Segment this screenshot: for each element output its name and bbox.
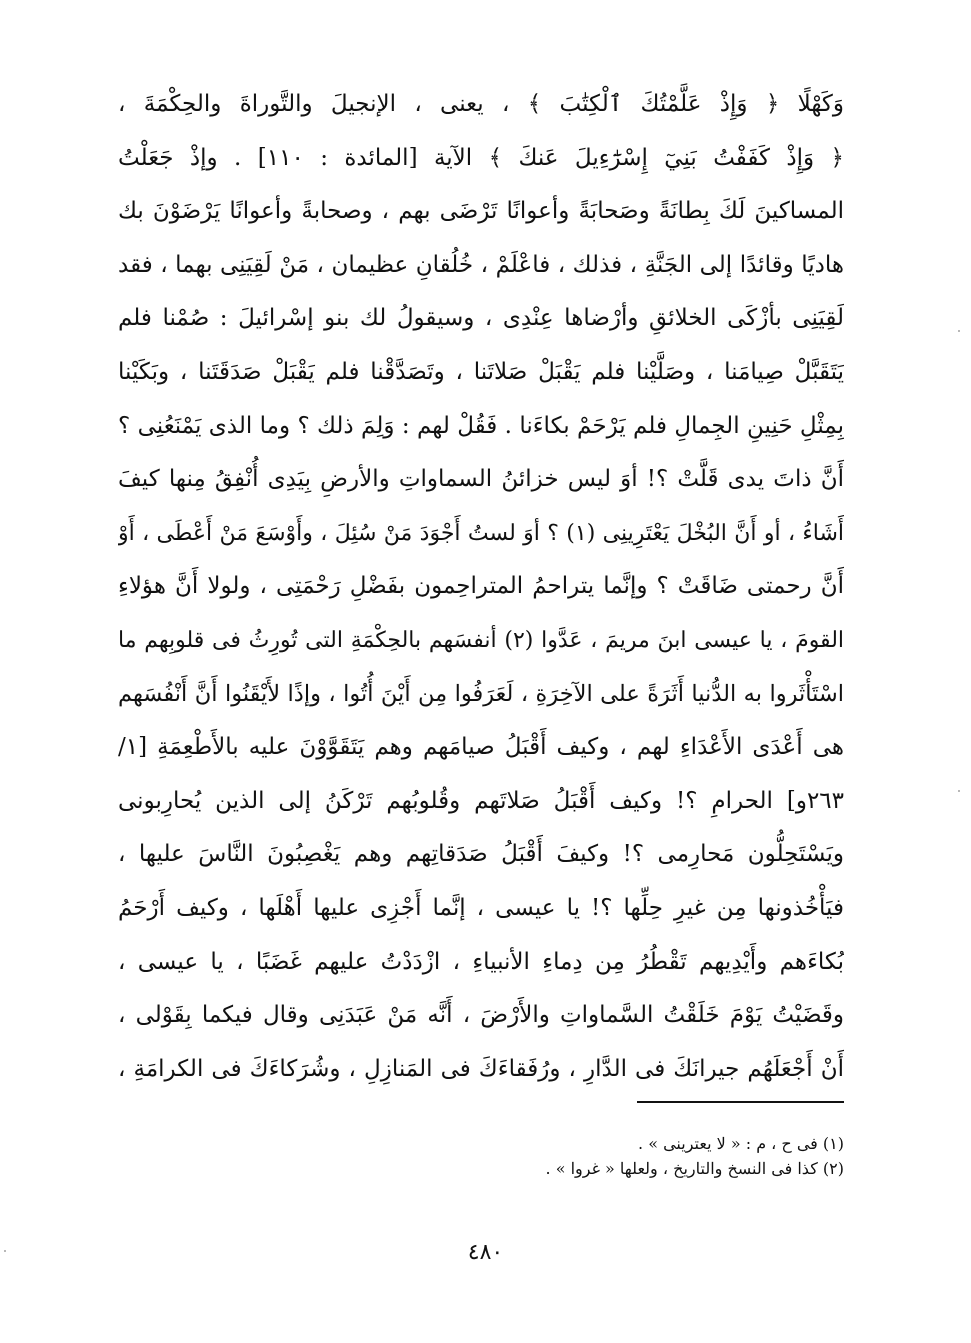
text-line: أَنَّ ذاتَ يدى قَلَّتْ ؟! أوَ ليس خزائنُ السماواتِ والأرضِ بِيَدِى أُنْفِقُ مِنها كيفَ <box>118 466 844 493</box>
footnote: (١) فى ح ، م : « لا يعترينى » . <box>638 1134 844 1153</box>
text-line: المساكينَ لَكَ بِطانَةً وصَحابَةً وأعوانًا تَرْضَى بهم ، وصحابةً وأعوانًا يَرْضَوْنَ بك <box>118 198 844 225</box>
page-number: ٤٨٠ <box>467 1240 504 1265</box>
text-line: وقَضَيْتُ يَوْمَ خَلَقْتُ السَّماواتِ والأَرْضَ ، أَنَّه مَنْ عَبَدَنِى وقال فيكما بِقَوْلى ، <box>118 1002 844 1029</box>
text-line: ٢٦٣و] الحرامِ ؟! وكيف أَقْبَلُ صَلاتَهم وقُلوبُهم تَرْكَنُ إلى الذين يُحارِبونى <box>118 787 844 814</box>
footnotes <box>300 1131 844 1181</box>
text-line: ﴿ وَإِذْ كَفَفْتُ بَنِيٓ إِسْرَٰٓءِيلَ عَنكَ ﴾ الآية [المائدة : ١١٠] . وإذْ جَعَلْتُ <box>118 144 844 171</box>
footnote: (٢) كذا فى النسخ والتاريخ ، ولعلها « غروا » . <box>545 1159 844 1178</box>
text-line: هى أَعْدَى الأَعْدَاءِ لهم ، وكيف أَقْبَلُ صيامَهم وهم يَتَقَوَّوْنَ عليه بالأَطْعِمَةِ [١/ <box>118 734 844 761</box>
text-line: يَتَقَبَّلْ صِيامَنا ، وصَلَّيْنا فلم يَقْبَلْ صَلاتَنا ، وتَصَدَّقْنا فلم يَقْبَلْ صَدَقَتَنا ، وبَكَيْنا <box>118 358 844 385</box>
text-line: بُكاءَهم وأَيْدِيهم تَقْطُرُ مِن دِماءِ الأنبياءِ ، ازْدَدْتُ عليهم غَضَبًا ، يا عيسى ، <box>118 948 844 975</box>
text-line: أَشَاءُ ، أو أَنَّ البُخْلَ يَعْتَرِينِى (١) ؟ أوَ لستُ أَجْوَدَ مَنْ سُئِلَ ، وأَوْسَعَ مَنْ أَعْطَى ، أَوْ <box>118 520 844 546</box>
scan-speck <box>958 790 960 792</box>
footnote-separator <box>637 1101 844 1103</box>
text-line: اسْتَأْثَروا به الدُّنيا أَثَرَةً على الآخِرَةِ ، لَعَرَفُوا مِن أَيْنَ أُتُوا ، وإذًا لأَيْقَنُوا أَنَّ أَنْفُسَهم <box>118 680 844 707</box>
text-line: لَقِيَنِى بأزْكَى الخلائقِ وأرْضاها عِنْدِى ، وسيقولُ لك بنو إسْرائيلَ : صُمْنا فلم <box>118 305 844 332</box>
text-line: أَنْ أَجْعَلَهُم جيرانَكَ فى الدَّارِ ، ورُفَقاءَكَ فى المَنازِلِ ، وشُرَكاءَكَ فى الكرامَةِ ، <box>118 1055 844 1082</box>
text-line: أَنَّ رحمتى ضَاقَتْ ؟ وإنَّما يتراحمُ المتراحِمون بفَضْلِ رَحْمَتِى ، ولولا أَنَّ هؤلاءِ <box>118 573 844 600</box>
scan-speck <box>958 330 960 332</box>
text-line: بِمِثْلِ حَنِينِ الجِمالِ فلم يَرْحَمْ بكاءَنا . فَقُلْ لهم : وَلِمَ ذلك ؟ وما الذى يَمْنَعُنِى ؟ <box>118 412 844 439</box>
text-line: فيَأْخُذونها مِن غيرِ حِلِّها ؟! يا عيسى ، إنَّما أَجْزِى عليها أَهْلَها ، وكيف أَرْحَمُ <box>118 894 844 921</box>
text-line: ويَسْتَحِلُّون مَحارِمى ؟! وكيفَ أَقْبَلُ صَدَقاتِهم وهم يَغْصِبُونَ النَّاسَ عليها ، <box>118 841 844 868</box>
text-line: وَكَهْلًا ﴿ وَإِذْ عَلَّمْتُكَ ٱلْكِتَٰبَ ﴾ ، يعنى ، الإنجيلَ والتَّوراةَ والحِكْمَةَ ، <box>118 91 844 117</box>
text-line: هاديًا وقائدًا إلى الجَنَّةِ ، فذلك ، فاعْلَمْ ، خُلُقانِ عظيمان ، مَنْ لَقِيَنِى بهما ، فقد <box>118 251 844 278</box>
main-text-body <box>118 78 844 1096</box>
scan-speck <box>4 1250 6 1252</box>
text-line: القومَ ، يا عيسى ابنَ مريمَ ، عَدَّوا (٢) أنفسَهم بالحِكْمَةِ التى تُورِثُ فى قلوبِهم ما <box>118 627 844 653</box>
